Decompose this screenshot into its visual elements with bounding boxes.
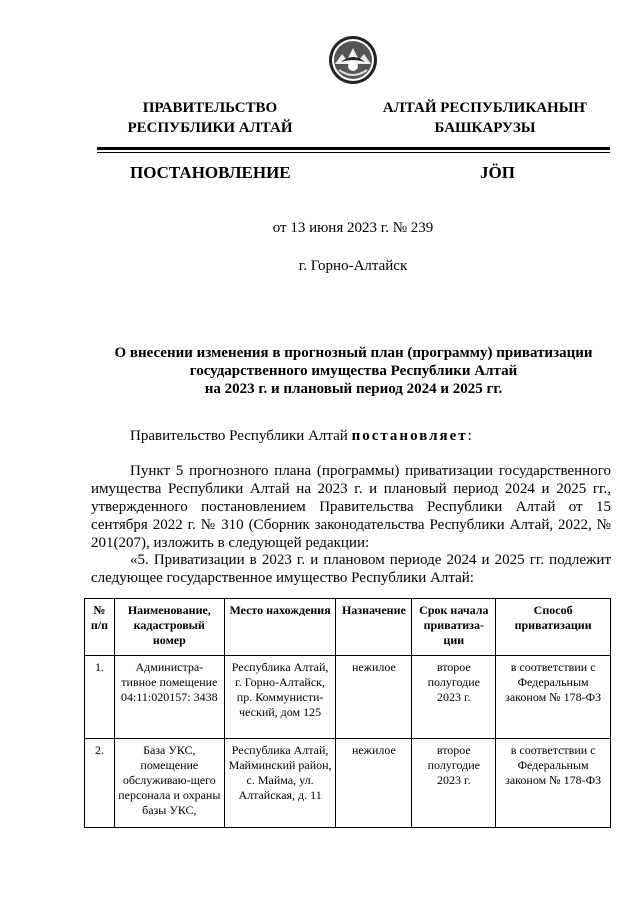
header-method: Способ приватизации: [496, 599, 611, 656]
header-government-ru: [110, 98, 310, 138]
title-line2: государственного имущества Республики Алтай: [189, 363, 518, 379]
header-divider-thin: [97, 152, 610, 153]
doc-type-alt: JÖП: [480, 163, 515, 182]
table-row: [85, 656, 611, 739]
header-ru-line1: ПРАВИТЕЛЬСТВО: [142, 100, 278, 116]
cell-purpose: нежилое: [336, 739, 412, 828]
resolve-prefix: Правительство Республики Алтай: [130, 428, 352, 444]
header-alt-line1: АЛТАЙ РЕСПУБЛИКАНЫҤ: [382, 100, 588, 116]
header-ru-line2: РЕСПУБЛИКИ АЛТАЙ: [127, 120, 293, 136]
header-name: Наименование, кадастровый номер: [114, 599, 224, 656]
cell-location: Республика Алтай, г. Горно-Алтайск, пр. Коммунисти-ческий, дом 125: [224, 656, 336, 739]
document-title: [97, 344, 610, 398]
cell-term: второе полугодие 2023 г.: [412, 656, 496, 739]
resolve-suffix: :: [467, 428, 472, 444]
cell-num: 2.: [85, 739, 115, 828]
header-location: Место нахождения: [224, 599, 336, 656]
cell-method: в соответствии с Федеральным законом № 178-ФЗ: [496, 739, 611, 828]
resolve-line: [130, 428, 472, 445]
cell-method: в соответствии с Федеральным законом № 178-ФЗ: [496, 656, 611, 739]
date-number: от 13 июня 2023 г. № 239: [272, 220, 434, 236]
cell-name: База УКС, помещение обслуживаю-щего персонала и охраны базы УКС,: [114, 739, 224, 828]
republic-emblem-icon: [327, 34, 379, 86]
paragraph-2: «5. Приватизации в 2023 г. и плановом периоде 2024 и 2025 гг. подлежит следующее государственное имущество Республики Алтай:: [91, 552, 611, 586]
cell-purpose: нежилое: [336, 656, 412, 739]
header-purpose: Назначение: [336, 599, 412, 656]
cell-name: Администра-тивное помещение 04:11:020157: 3438: [114, 656, 224, 739]
privatization-table: [84, 598, 611, 828]
header-government-alt: [380, 98, 590, 138]
doc-type-ru: ПОСТАНОВЛЕНИЕ: [130, 163, 291, 182]
table-row: [85, 739, 611, 828]
title-line3: на 2023 г. и плановый период 2024 и 2025 гг.: [204, 381, 503, 397]
title-line1: О внесении изменения в прогнозный план (программу) приватизации: [114, 345, 593, 361]
cell-term: второе полугодие 2023 г.: [412, 739, 496, 828]
table-header-row: [85, 599, 611, 656]
city: г. Горно-Алтайск: [298, 258, 408, 274]
resolve-word: постановляет: [351, 428, 468, 444]
paragraph-1: Пункт 5 прогнозного плана (программы) приватизации государственного имущества Республики Алтай на 2023 г. и плановый период 2024 и 2025 гг., утвержденного постановлением Правительства Республики Алтай от 15 сентября 2022 г. № 310 (Сборник законодательства Республики Алтай, 2022, № 201(207), изложить в следующей редакции:: [91, 463, 611, 551]
header-alt-line2: БАШКАРУЗЫ: [434, 120, 536, 136]
cell-location: Республика Алтай, Майминский район, с. Майма, ул. Алтайская, д. 11: [224, 739, 336, 828]
cell-num: 1.: [85, 656, 115, 739]
header-num: № п/п: [85, 599, 115, 656]
header-term: Срок начала приватиза-ции: [412, 599, 496, 656]
header-divider-thick: [97, 147, 610, 150]
